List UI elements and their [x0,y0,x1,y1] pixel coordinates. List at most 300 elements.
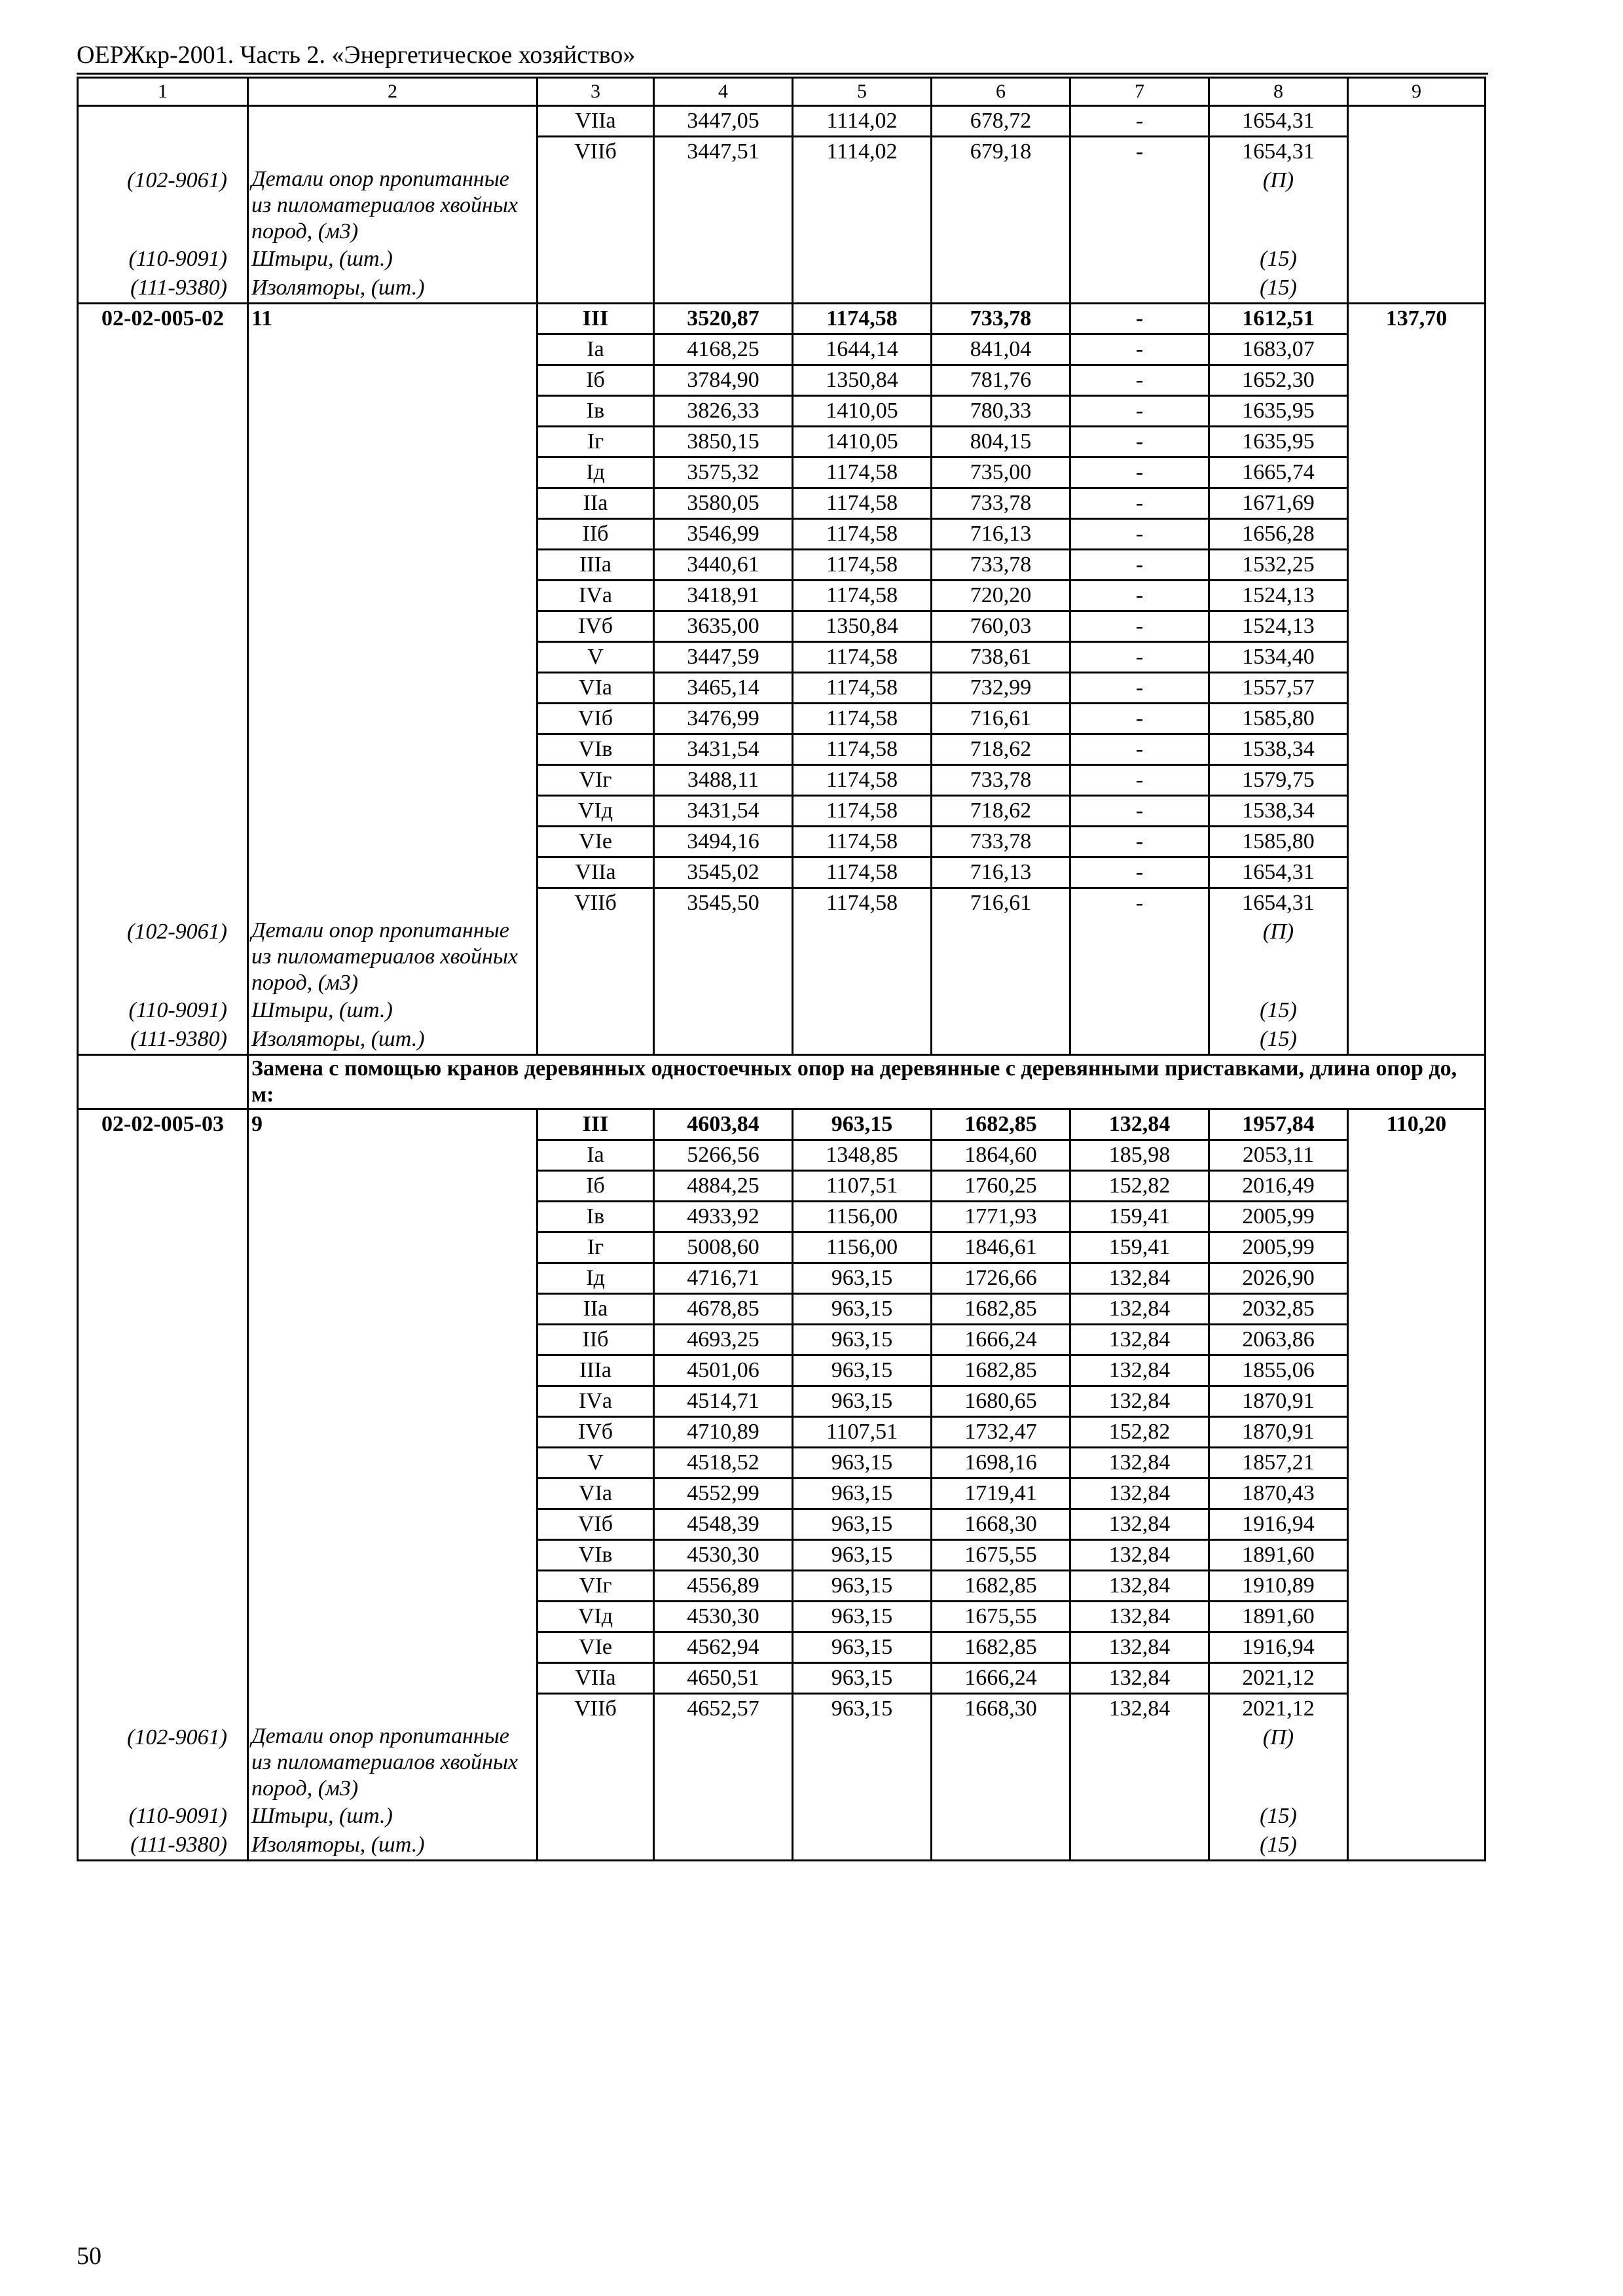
value-cell: 1174,58 [793,550,932,581]
value-cell: 1675,55 [932,1540,1070,1571]
empty-cell [248,1325,538,1355]
empty-cell [78,1540,248,1571]
conditions-cell: IVа [538,1386,654,1417]
value-cell: 733,78 [932,488,1070,519]
value-cell: 4530,30 [654,1602,793,1632]
table-row [78,1540,1486,1571]
value-cell: 4556,89 [654,1571,793,1602]
conditions-cell: VIв [538,1540,654,1571]
value-cell: 1682,85 [932,1294,1070,1325]
material-row [78,996,1486,1025]
empty-cell [538,245,654,274]
value-cell: 2021,12 [1209,1663,1348,1694]
value-cell: 716,61 [932,888,1070,918]
value-cell: 733,78 [932,550,1070,581]
value-cell: 132,84 [1070,1479,1209,1509]
conditions-cell: IIб [538,519,654,550]
empty-cell [78,396,248,427]
empty-cell [932,1723,1070,1802]
price-table [77,77,1486,1861]
conditions-cell: IIб [538,1325,654,1355]
value-cell: 1891,60 [1209,1540,1348,1571]
conditions-cell: VIIа [538,106,654,137]
value-cell: - [1070,734,1209,765]
resource-code: (102-9061) [78,918,248,996]
empty-cell [1348,1540,1486,1571]
empty-cell [538,1802,654,1831]
resource-name: Штыри, (шт.) [248,1802,538,1831]
empty-cell [654,1723,793,1802]
resource-quantity: (15) [1209,1802,1348,1831]
empty-cell [78,827,248,857]
empty-cell [248,1632,538,1663]
empty-cell [1348,137,1486,167]
value-cell: 1174,58 [793,488,932,519]
empty-cell [248,1232,538,1263]
table-row [78,857,1486,888]
value-cell: 760,03 [932,611,1070,642]
value-cell: 159,41 [1070,1202,1209,1232]
table-row [78,1632,1486,1663]
value-cell: 1524,13 [1209,611,1348,642]
empty-cell [78,1140,248,1171]
value-cell: 1665,74 [1209,457,1348,488]
value-cell: 1870,43 [1209,1479,1348,1509]
resource-code: (111-9380) [78,1831,248,1861]
empty-cell [1348,1202,1486,1232]
value-cell: - [1070,106,1209,137]
value-cell: 716,13 [932,857,1070,888]
empty-cell [248,1509,538,1540]
value-cell: 4884,25 [654,1171,793,1202]
empty-cell [78,611,248,642]
empty-cell [248,106,538,137]
value-cell: 4552,99 [654,1479,793,1509]
column-number: 9 [1348,78,1486,106]
value-cell: 1579,75 [1209,765,1348,796]
value-cell: 963,15 [793,1386,932,1417]
empty-cell [1348,673,1486,704]
empty-cell [793,245,932,274]
value-cell: 1174,58 [793,734,932,765]
value-cell: 2063,86 [1209,1325,1348,1355]
value-cell: 3580,05 [654,488,793,519]
empty-cell [248,550,538,581]
value-cell: - [1070,581,1209,611]
empty-cell [1348,1140,1486,1171]
resource-name: Детали опор пропитанные из пиломатериалов хвойных пород, (м3) [248,166,538,245]
table-row [78,550,1486,581]
empty-cell [248,1294,538,1325]
value-cell: 1174,58 [793,519,932,550]
value-cell: 1857,21 [1209,1448,1348,1479]
value-cell: 1698,16 [932,1448,1070,1479]
conditions-cell: Iв [538,396,654,427]
empty-cell [538,918,654,996]
table-row [78,1663,1486,1694]
value-cell: 3476,99 [654,704,793,734]
value-cell: 3447,51 [654,137,793,167]
value-cell: 1350,84 [793,365,932,396]
table-row [78,1263,1486,1294]
empty-cell [78,581,248,611]
resource-name: Изоляторы, (шт.) [248,1831,538,1861]
value-cell: 1654,31 [1209,857,1348,888]
table-row [78,1171,1486,1202]
value-cell: 1174,58 [793,673,932,704]
value-cell: 1719,41 [932,1479,1070,1509]
table-row [78,827,1486,857]
table-row [78,1386,1486,1417]
column-number: 8 [1209,78,1348,106]
table-row [78,1479,1486,1509]
empty-cell [1070,1723,1209,1802]
value-cell: - [1070,137,1209,167]
value-cell: - [1070,519,1209,550]
value-cell: 963,15 [793,1509,932,1540]
value-cell: 3418,91 [654,581,793,611]
empty-cell [78,1571,248,1602]
column-number: 6 [932,78,1070,106]
empty-cell [78,457,248,488]
empty-cell [1348,1294,1486,1325]
table-row [78,1294,1486,1325]
empty-cell [1070,1831,1209,1861]
value-cell: 5008,60 [654,1232,793,1263]
table-row [78,137,1486,167]
table-row [78,888,1486,918]
conditions-cell: VIIб [538,1694,654,1724]
value-cell: 1156,00 [793,1202,932,1232]
empty-cell [538,996,654,1025]
value-cell: 1864,60 [932,1140,1070,1171]
value-cell: 963,15 [793,1294,932,1325]
empty-cell [78,106,248,137]
resource-code: (110-9091) [78,1802,248,1831]
table-row [78,1448,1486,1479]
table-row [78,106,1486,137]
value-cell: 963,15 [793,1632,932,1663]
value-cell: 4650,51 [654,1663,793,1694]
material-row [78,1723,1486,1802]
value-cell: 1635,95 [1209,427,1348,457]
value-cell: 780,33 [932,396,1070,427]
labor-cell: 110,20 [1348,1109,1486,1140]
empty-cell [78,427,248,457]
value-cell: 1771,93 [932,1202,1070,1232]
empty-cell [248,1448,538,1479]
empty-cell [78,1355,248,1386]
empty-cell [1348,1663,1486,1694]
value-cell: 4678,85 [654,1294,793,1325]
empty-cell [1348,918,1486,996]
resource-name: Изоляторы, (шт.) [248,274,538,304]
value-cell: - [1070,888,1209,918]
empty-cell [1070,1802,1209,1831]
value-cell: 3784,90 [654,365,793,396]
empty-cell [793,918,932,996]
length-cell: 11 [248,304,538,334]
empty-cell [1348,1802,1486,1831]
conditions-cell: IVб [538,611,654,642]
resource-code: (111-9380) [78,274,248,304]
conditions-cell: VIб [538,1509,654,1540]
table-row [78,796,1486,827]
value-cell: 781,76 [932,365,1070,396]
value-cell: - [1070,611,1209,642]
value-cell: 963,15 [793,1479,932,1509]
empty-cell [1348,1509,1486,1540]
column-number: 5 [793,78,932,106]
value-cell: 1410,05 [793,396,932,427]
value-cell: 1654,31 [1209,888,1348,918]
empty-cell [1348,1025,1486,1055]
value-cell: 3440,61 [654,550,793,581]
length-cell: 9 [248,1109,538,1140]
value-cell: 1635,95 [1209,396,1348,427]
value-cell: 716,61 [932,704,1070,734]
empty-cell [1348,457,1486,488]
value-cell: 1682,85 [932,1632,1070,1663]
conditions-cell: VIе [538,827,654,857]
table-row [78,611,1486,642]
empty-cell [78,1294,248,1325]
value-cell: 1654,31 [1209,106,1348,137]
empty-cell [1348,1831,1486,1861]
value-cell: 1174,58 [793,581,932,611]
material-row [78,274,1486,304]
resource-code: (102-9061) [78,166,248,245]
empty-cell [1348,1386,1486,1417]
value-cell: 1114,02 [793,106,932,137]
conditions-cell: VIд [538,1602,654,1632]
value-cell: 1107,51 [793,1417,932,1448]
value-cell: 3826,33 [654,396,793,427]
value-cell: 159,41 [1070,1232,1209,1263]
value-cell: 1174,58 [793,704,932,734]
value-cell: 2005,99 [1209,1232,1348,1263]
resource-quantity: (П) [1209,918,1348,996]
empty-cell [1348,1479,1486,1509]
conditions-cell: III [538,1109,654,1140]
conditions-cell: Iв [538,1202,654,1232]
value-cell: 152,82 [1070,1417,1209,1448]
value-cell: 1585,80 [1209,704,1348,734]
conditions-cell: IIIа [538,550,654,581]
empty-cell [1348,1723,1486,1802]
table-row [78,1109,1486,1140]
value-cell: 2016,49 [1209,1171,1348,1202]
empty-cell [78,888,248,918]
empty-cell [78,334,248,365]
value-cell: 1538,34 [1209,796,1348,827]
empty-cell [1348,996,1486,1025]
material-row [78,245,1486,274]
value-cell: 132,84 [1070,1355,1209,1386]
empty-cell [248,1663,538,1694]
value-cell: 132,84 [1070,1632,1209,1663]
conditions-cell: Iд [538,1263,654,1294]
empty-cell [248,888,538,918]
empty-cell [538,274,654,304]
value-cell: 1585,80 [1209,827,1348,857]
value-cell: 4693,25 [654,1325,793,1355]
value-cell: 1410,05 [793,427,932,457]
value-cell: - [1070,457,1209,488]
resource-name: Детали опор пропитанные из пиломатериалов хвойных пород, (м3) [248,918,538,996]
value-cell: 3520,87 [654,304,793,334]
page-number: 50 [77,2242,101,2270]
value-cell: 963,15 [793,1694,932,1724]
empty-cell [78,704,248,734]
empty-cell [1348,1325,1486,1355]
table-row [78,765,1486,796]
table-row [78,427,1486,457]
empty-cell [1348,734,1486,765]
value-cell: 1174,58 [793,457,932,488]
empty-cell [78,1663,248,1694]
empty-cell [78,1325,248,1355]
resource-code: (102-9061) [78,1723,248,1802]
value-cell: 4514,71 [654,1386,793,1417]
empty-cell [1348,1232,1486,1263]
value-cell: 733,78 [932,827,1070,857]
conditions-cell: IIа [538,488,654,519]
empty-cell [1348,1571,1486,1602]
empty-cell [654,1831,793,1861]
value-cell: 963,15 [793,1663,932,1694]
empty-cell [78,642,248,673]
empty-cell [793,166,932,245]
empty-cell [248,1202,538,1232]
conditions-cell: VIе [538,1632,654,1663]
empty-cell [654,1025,793,1055]
resource-quantity: (П) [1209,166,1348,245]
empty-cell [248,642,538,673]
value-cell: 1652,30 [1209,365,1348,396]
empty-cell [1348,1417,1486,1448]
empty-cell [1070,274,1209,304]
value-cell: 1666,24 [932,1325,1070,1355]
empty-cell [654,245,793,274]
empty-cell [78,550,248,581]
value-cell: 841,04 [932,334,1070,365]
conditions-cell: Iг [538,427,654,457]
value-cell: 185,98 [1070,1140,1209,1171]
empty-cell [248,796,538,827]
value-cell: 4548,39 [654,1509,793,1540]
value-cell: 963,15 [793,1325,932,1355]
value-cell: 4501,06 [654,1355,793,1386]
value-cell: 132,84 [1070,1663,1209,1694]
empty-cell [1348,765,1486,796]
empty-cell [654,274,793,304]
value-cell: 1174,58 [793,304,932,334]
empty-cell [78,796,248,827]
table-row [78,673,1486,704]
table-row [78,1232,1486,1263]
value-cell: - [1070,796,1209,827]
resource-name: Штыри, (шт.) [248,245,538,274]
value-cell: - [1070,857,1209,888]
value-cell: 3431,54 [654,734,793,765]
table-row [78,488,1486,519]
empty-cell [1348,365,1486,396]
value-cell: - [1070,427,1209,457]
value-cell: 1870,91 [1209,1417,1348,1448]
conditions-cell: V [538,1448,654,1479]
conditions-cell: VIв [538,734,654,765]
empty-cell [1348,857,1486,888]
value-cell: 1612,51 [1209,304,1348,334]
empty-cell [793,1831,932,1861]
empty-cell [248,1355,538,1386]
empty-cell [1348,827,1486,857]
resource-code: (110-9091) [78,996,248,1025]
table-row [78,1602,1486,1632]
conditions-cell: VIIа [538,857,654,888]
value-cell: 1348,85 [793,1140,932,1171]
value-cell: 132,84 [1070,1386,1209,1417]
value-cell: 3465,14 [654,673,793,704]
value-cell: 132,84 [1070,1694,1209,1724]
value-cell: 679,18 [932,137,1070,167]
conditions-cell: VIг [538,1571,654,1602]
value-cell: - [1070,488,1209,519]
empty-cell [78,1202,248,1232]
empty-cell [654,918,793,996]
conditions-cell: Iб [538,1171,654,1202]
value-cell: 963,15 [793,1109,932,1140]
value-cell: 132,84 [1070,1571,1209,1602]
table-row [78,519,1486,550]
table-row [78,1694,1486,1724]
value-cell: - [1070,334,1209,365]
resource-quantity: (П) [1209,1723,1348,1802]
table-row [78,1417,1486,1448]
empty-cell [248,457,538,488]
value-cell: 804,15 [932,427,1070,457]
value-cell: - [1070,396,1209,427]
value-cell: 4603,84 [654,1109,793,1140]
table-row [78,304,1486,334]
empty-cell [1348,1448,1486,1479]
value-cell: 3545,02 [654,857,793,888]
value-cell: 732,99 [932,673,1070,704]
value-cell: 3488,11 [654,765,793,796]
empty-cell [248,1479,538,1509]
empty-cell [1070,918,1209,996]
resource-name: Детали опор пропитанные из пиломатериалов хвойных пород, (м3) [248,1723,538,1802]
value-cell: 1671,69 [1209,488,1348,519]
empty-cell [654,1802,793,1831]
resource-quantity: (15) [1209,996,1348,1025]
labor-cell: 137,70 [1348,304,1486,334]
empty-cell [793,1025,932,1055]
value-cell: 132,84 [1070,1509,1209,1540]
conditions-cell: VIIб [538,888,654,918]
value-cell: 1732,47 [932,1417,1070,1448]
value-cell: 3575,32 [654,457,793,488]
value-cell: 718,62 [932,734,1070,765]
value-cell: 1682,85 [932,1571,1070,1602]
empty-cell [248,1602,538,1632]
value-cell: - [1070,550,1209,581]
value-cell: 1668,30 [932,1694,1070,1724]
conditions-cell: IVа [538,581,654,611]
empty-cell [793,274,932,304]
column-number-row [78,78,1486,106]
